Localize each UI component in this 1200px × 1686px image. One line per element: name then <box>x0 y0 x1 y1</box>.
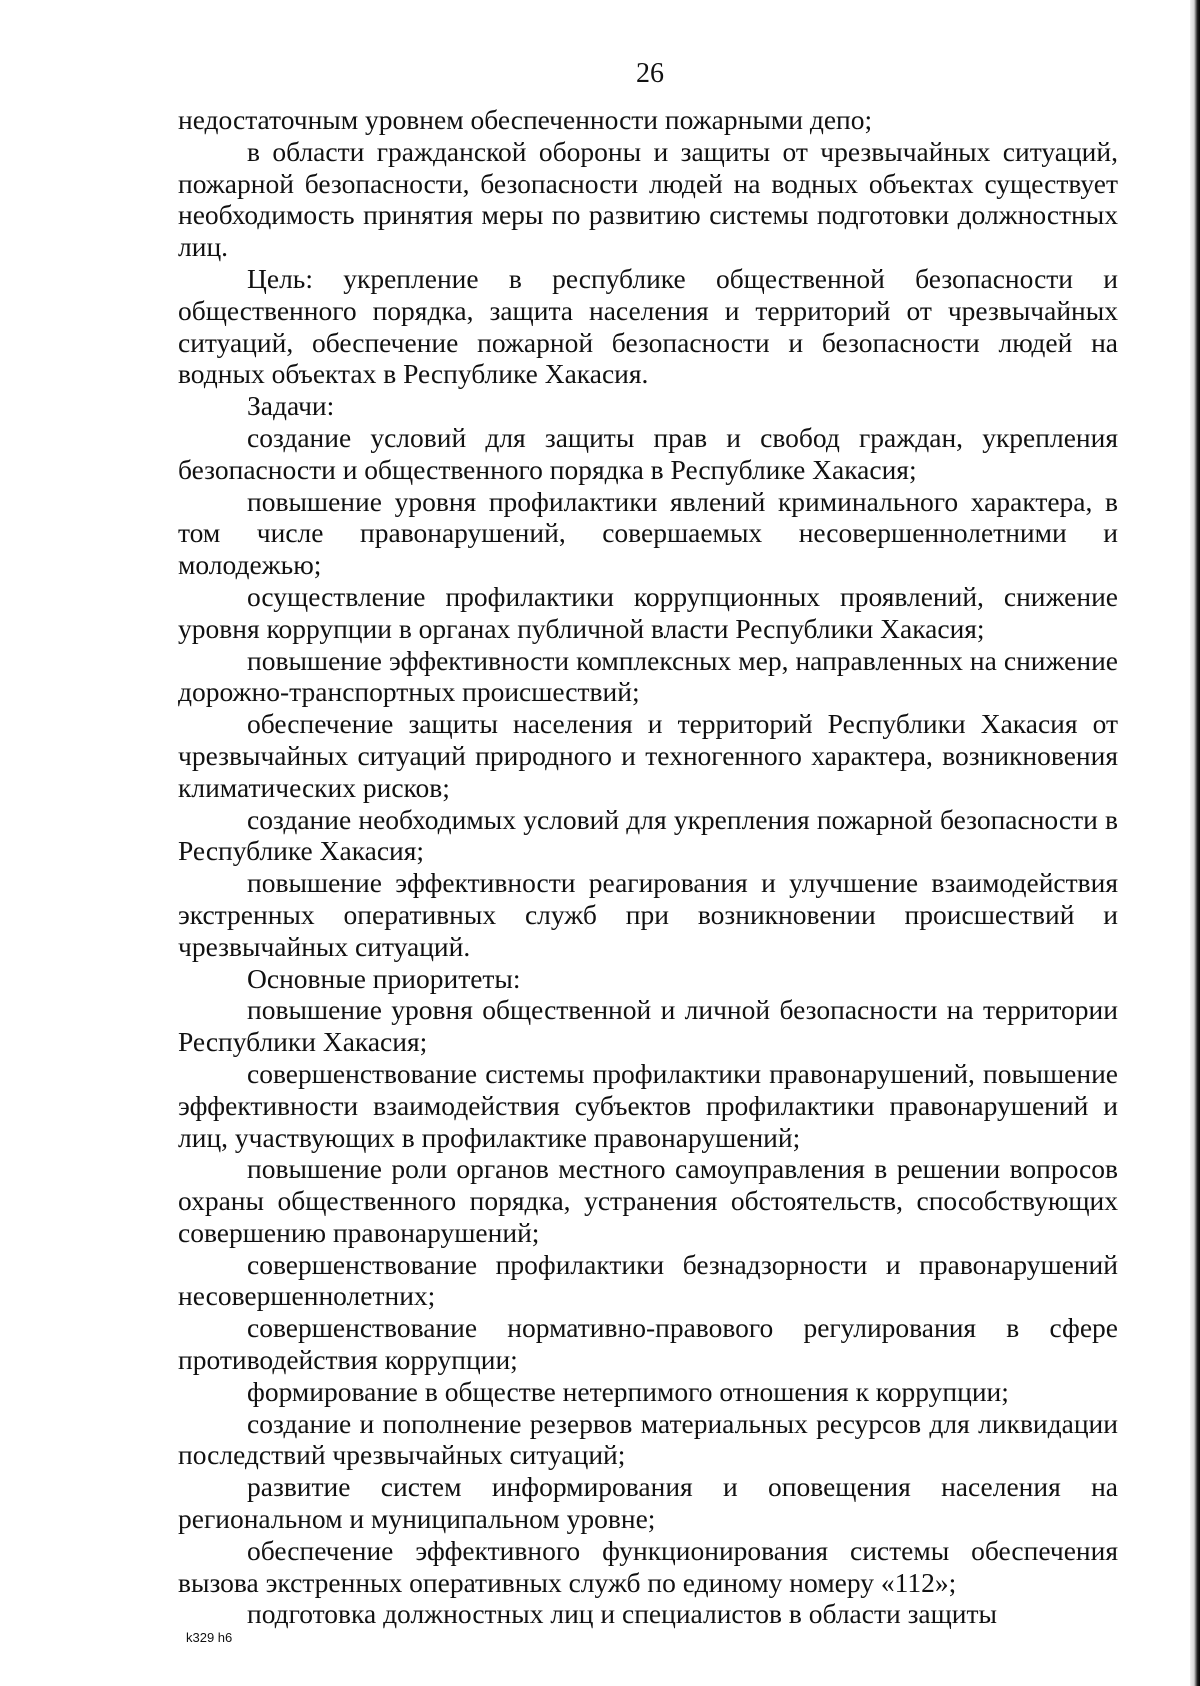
priority-item: совершенствование системы профилактики правонарушений, повышение эффективности взаимодействия субъектов профилактики правонарушений и лиц, участвующих в профилактике правонарушений; <box>178 1057 1118 1153</box>
paragraph: недостаточным уровнем обеспеченности пожарными депо; <box>178 104 873 135</box>
page-number: 26 <box>636 58 664 89</box>
task-item: обеспечение защиты населения и территорий Республики Хакасия от чрезвычайных ситуаций природного и техногенного характера, возникновения климатических рисков; <box>178 708 1118 803</box>
task-item: осуществление профилактики коррупционных проявлений, снижение уровня коррупции в органах публичной власти Республики Хакасия; <box>178 580 1118 644</box>
priority-item: совершенствование профилактики безнадзорности и правонарушений несовершеннолетних; <box>178 1248 1118 1312</box>
scan-edge-shadow <box>1190 0 1200 1686</box>
priority-item: обеспечение эффективного функционирования системы обеспечения вызова экстренных оперативных служб по единому номеру «112»; <box>178 1534 1118 1598</box>
task-item: повышение уровня профилактики явлений криминального характера, в том числе правонарушений, совершаемых несовершеннолетними и молодежью; <box>178 485 1118 581</box>
priorities-heading: Основные приоритеты: <box>247 962 521 994</box>
goal-paragraph: Цель: укрепление в республике общественной безопасности и общественного порядка, защита населения и территорий от чрезвычайных ситуаций, обеспечение пожарной безопасности и безопасности людей на водных объектах в Республике Хакасия. <box>178 262 1118 390</box>
task-item: повышение эффективности комплексных мер, направленных на снижение дорожно-транспортных происшествий; <box>178 644 1118 708</box>
task-item: повышение эффективности реагирования и улучшение взаимодействия экстренных оперативных служб при возникновении происшествий и чрезвычайных ситуаций. <box>178 867 1118 962</box>
paragraph: в области гражданской обороны и защиты от чрезвычайных ситуаций, пожарной безопасности, безопасности людей на водных объектах существует необходимость принятия меры по развитию системы подготовки должностных лиц. <box>178 135 1118 263</box>
priority-item: повышение роли органов местного самоуправления в решении вопросов охраны общественного порядка, устранения обстоятельств, способствующих совершению правонарушений; <box>178 1153 1118 1248</box>
task-item: создание необходимых условий для укрепления пожарной безопасности в Республике Хакасия; <box>178 803 1118 867</box>
priority-item: повышение уровня общественной и личной безопасности на территории Республики Хакасия; <box>178 994 1118 1058</box>
priority-item: совершенствование нормативно-правового регулирования в сфере противодействия коррупции; <box>178 1312 1118 1376</box>
priority-item: развитие систем информирования и оповещения населения на региональном и муниципальном уровне; <box>178 1471 1118 1535</box>
task-item: создание условий для защиты прав и свобод граждан, укрепления безопасности и общественного порядка в Республике Хакасия; <box>178 421 1118 485</box>
footer-code: k329 h6 <box>186 1630 233 1645</box>
tasks-heading: Задачи: <box>247 390 335 422</box>
document-body <box>178 104 1118 1630</box>
priority-item: формирование в обществе нетерпимого отношения к коррупции; <box>247 1375 1009 1407</box>
priority-item: создание и пополнение резервов материальных ресурсов для ликвидации последствий чрезвычайных ситуаций; <box>178 1407 1118 1471</box>
priority-item: подготовка должностных лиц и специалистов в области защиты <box>247 1598 998 1630</box>
